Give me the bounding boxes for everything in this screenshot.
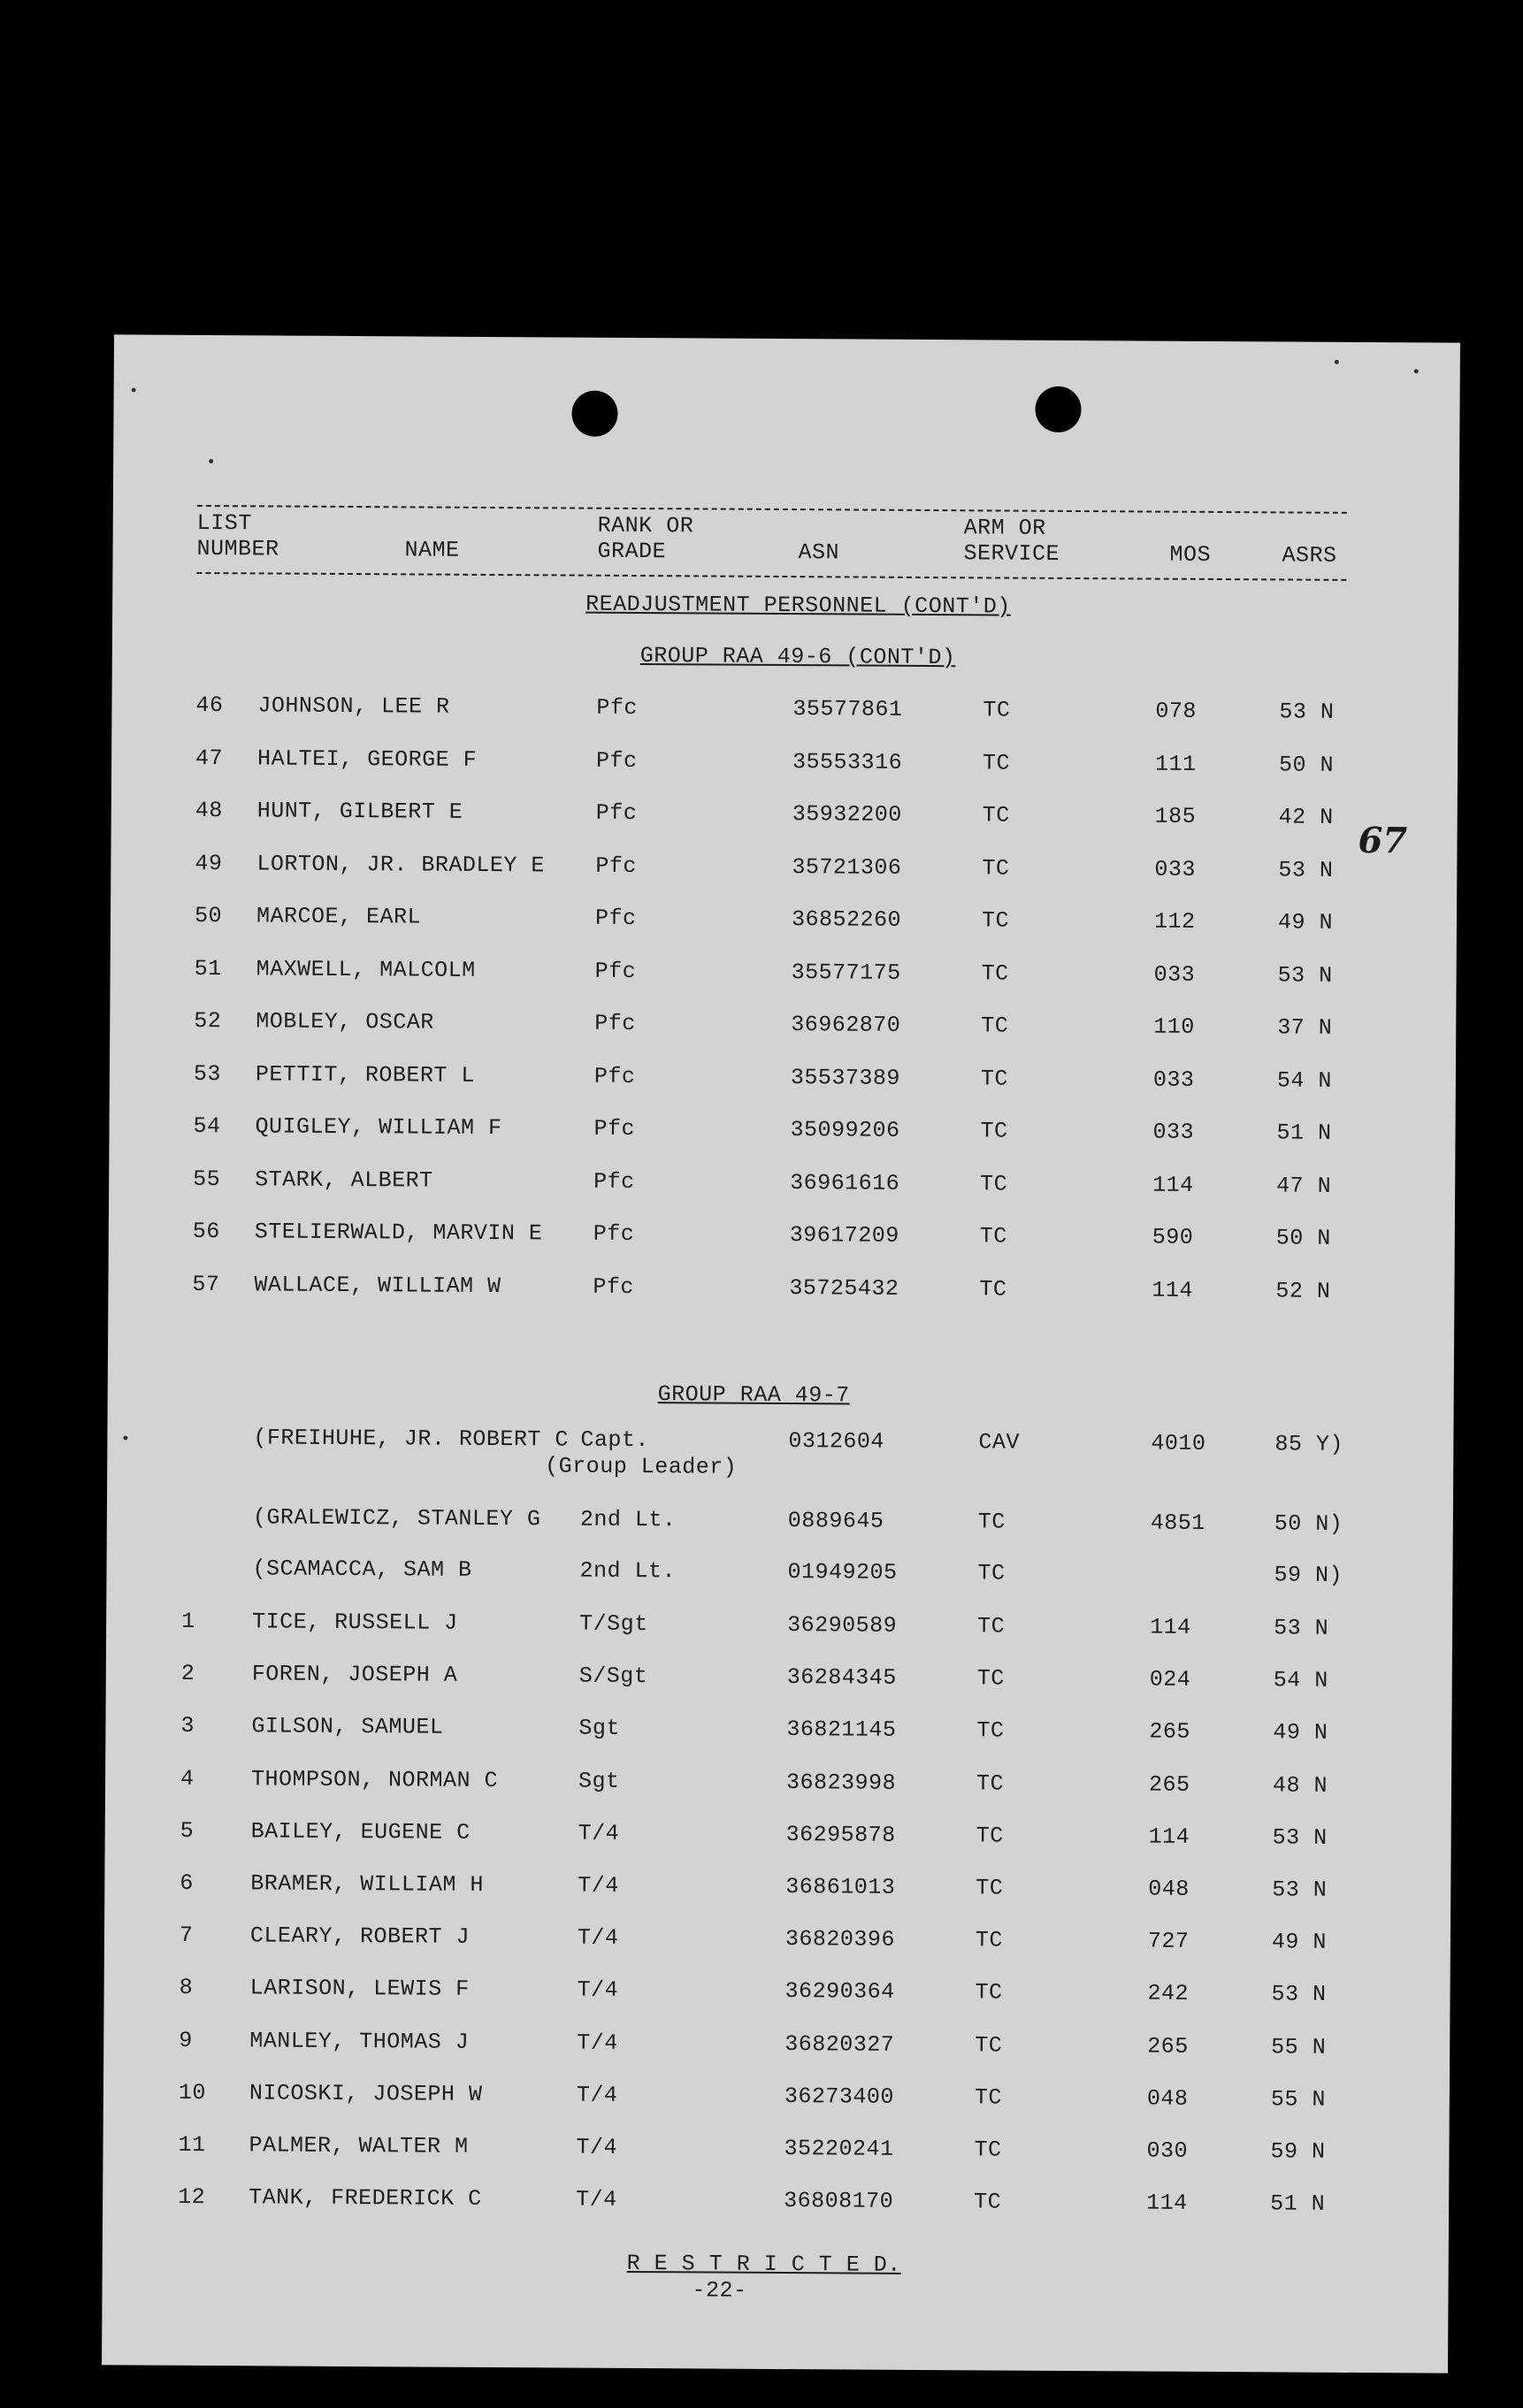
cell-mos: 111 xyxy=(1154,751,1197,777)
cell-asrs: 52 N xyxy=(1275,1277,1331,1304)
cell-asn: 35932200 xyxy=(792,801,902,828)
header-name: NAME xyxy=(404,537,460,563)
cell-name: STARK, ALBERT xyxy=(255,1166,433,1194)
cell-grade: T/4 xyxy=(577,2030,618,2056)
cell-asn: 01949205 xyxy=(787,1559,898,1586)
cell-no: 49 xyxy=(195,850,223,876)
cell-asrs: 85 Y) xyxy=(1274,1431,1343,1457)
cell-arm: TC xyxy=(974,2189,1002,2215)
cell-mos: 114 xyxy=(1152,1172,1194,1198)
cell-asn: 36852260 xyxy=(791,906,902,933)
cell-no: 56 xyxy=(192,1218,220,1245)
cell-grade: Pfc xyxy=(596,694,639,721)
cell-mos: 114 xyxy=(1148,1823,1190,1850)
header-grade: GRADE xyxy=(597,538,667,565)
cell-asrs: 49 N xyxy=(1273,1719,1328,1747)
cell-name: (SCAMACCA, SAM B xyxy=(252,1556,472,1583)
cell-arm: TC xyxy=(979,1223,1007,1250)
cell-no: 7 xyxy=(179,1923,194,1949)
cell-grade: Capt. xyxy=(580,1426,650,1454)
cell-name: MARCOE, EARL xyxy=(256,903,422,930)
speck xyxy=(132,387,136,392)
cell-no: 53 xyxy=(193,1060,222,1087)
cell-asrs: 42 N xyxy=(1278,804,1334,830)
cell-name: WALLACE, WILLIAM W xyxy=(254,1271,501,1299)
cell-mos: 114 xyxy=(1150,1614,1191,1640)
cell-grade: T/4 xyxy=(576,2082,618,2108)
cell-asn: 36823998 xyxy=(785,1769,897,1796)
cell-grade: Pfc xyxy=(594,905,637,931)
cell-grade: T/Sgt xyxy=(579,1610,648,1638)
cell-mos: 114 xyxy=(1152,1277,1194,1303)
cell-arm: TC xyxy=(975,1927,1004,1953)
restricted-marking: R E S T R I C T E D. xyxy=(626,2250,901,2278)
cell-name: PETTIT, ROBERT L xyxy=(255,1060,476,1089)
cell-arm: TC xyxy=(980,1065,1009,1092)
header-number: NUMBER xyxy=(196,535,279,562)
group-title: GROUP RAA 49-7 xyxy=(657,1381,850,1409)
cell-asrs: 59 N) xyxy=(1274,1562,1343,1588)
cell-asn: 35553316 xyxy=(792,748,903,776)
cell-asn: 36821145 xyxy=(786,1716,897,1744)
cell-asrs: 47 N xyxy=(1276,1172,1332,1199)
cell-asn: 36961616 xyxy=(790,1169,900,1196)
cell-arm: TC xyxy=(977,1613,1006,1640)
header-arm: ARM OR xyxy=(963,515,1046,541)
cell-asrs: 50 N xyxy=(1278,751,1335,778)
cell-grade: T/4 xyxy=(578,1872,619,1899)
cell-name: (GRALEWICZ, STANLEY G xyxy=(252,1504,541,1533)
cell-asrs: 55 N xyxy=(1270,2086,1326,2113)
cell-no: 4 xyxy=(180,1765,195,1792)
punch-hole xyxy=(571,391,617,437)
cell-name: JOHNSON, LEE R xyxy=(257,692,450,720)
cell-asrs: 50 N xyxy=(1275,1225,1331,1251)
cell-asn: 0312604 xyxy=(788,1428,885,1455)
cell-asrs: 51 N xyxy=(1270,2190,1326,2217)
cell-asrs: 59 N xyxy=(1270,2138,1326,2165)
cell-asn: 36290589 xyxy=(787,1612,898,1639)
punch-hole xyxy=(1035,386,1081,432)
cell-asn: 39617209 xyxy=(789,1222,899,1249)
cell-mos: 033 xyxy=(1153,961,1196,988)
cell-name: CLEARY, ROBERT J xyxy=(249,1923,471,1951)
cell-mos: 033 xyxy=(1154,856,1196,883)
cell-asrs: 50 N) xyxy=(1274,1510,1343,1537)
cell-no: 46 xyxy=(195,692,224,719)
cell-mos: 265 xyxy=(1147,2033,1189,2060)
cell-asrs: 51 N xyxy=(1276,1120,1332,1146)
cell-grade: Pfc xyxy=(593,1220,635,1247)
cell-arm: TC xyxy=(979,1275,1007,1303)
cell-name: BRAMER, WILLIAM H xyxy=(250,1870,484,1898)
cell-name: TICE, RUSSELL J xyxy=(252,1609,458,1636)
cell-mos: 727 xyxy=(1147,1928,1190,1955)
cell-asrs: 49 N xyxy=(1277,909,1334,936)
speck xyxy=(123,1435,127,1440)
cell-mos: 030 xyxy=(1146,2137,1189,2164)
cell-name: TANK, FREDERICK C xyxy=(249,2184,482,2213)
cell-asn: 36820327 xyxy=(784,2030,895,2058)
cell-mos: 033 xyxy=(1152,1066,1195,1093)
cell-arm: TC xyxy=(975,2031,1003,2059)
cell-name: LORTON, JR. BRADLEY E xyxy=(256,850,546,878)
cell-mos: 265 xyxy=(1149,1718,1190,1746)
cell-grade: Pfc xyxy=(595,799,638,826)
cell-asn: 36820396 xyxy=(784,1926,896,1953)
cell-no: 3 xyxy=(180,1713,195,1739)
cell-asn: 35099206 xyxy=(790,1117,900,1143)
cell-grade: T/4 xyxy=(576,2134,618,2160)
cell-asrs: 49 N xyxy=(1271,1929,1328,1955)
cell-name: FOREN, JOSEPH A xyxy=(251,1661,458,1688)
cell-mos: 110 xyxy=(1153,1013,1195,1040)
cell-asn: 36962870 xyxy=(791,1012,901,1038)
cell-no: 10 xyxy=(178,2079,206,2106)
cell-asrs: 54 N xyxy=(1273,1667,1328,1693)
cell-mos: 078 xyxy=(1155,698,1198,724)
cell-name: PALMER, WALTER M xyxy=(249,2132,469,2160)
cell-arm: TC xyxy=(976,1823,1004,1849)
cell-grade: T/4 xyxy=(576,2186,617,2213)
speck xyxy=(1335,360,1339,364)
cell-grade: Pfc xyxy=(596,747,638,774)
cell-asrs: 37 N xyxy=(1277,1014,1333,1041)
header-asn: ASN xyxy=(798,539,840,566)
cell-asn: 35577861 xyxy=(792,696,903,722)
speck xyxy=(1414,369,1419,373)
page-number: -22- xyxy=(692,2277,747,2304)
cell-no: 48 xyxy=(195,797,223,824)
cell-mos: 024 xyxy=(1149,1666,1191,1693)
cell-asrs: 53 N xyxy=(1279,699,1335,725)
cell-arm: TC xyxy=(976,1717,1005,1744)
cell-name: MANLEY, THOMAS J xyxy=(249,2027,470,2055)
cell-arm: TC xyxy=(976,1665,1005,1692)
cell-arm: TC xyxy=(977,1509,1006,1535)
cell-asn: 36295878 xyxy=(785,1821,896,1848)
cell-asn: 35725432 xyxy=(789,1274,899,1302)
cell-name: THOMPSON, NORMAN C xyxy=(250,1765,499,1793)
header-rank: RANK OR xyxy=(597,512,694,539)
cell-no: 2 xyxy=(180,1661,195,1687)
cell-name: NICOSKI, JOSEPH W xyxy=(249,2080,483,2107)
cell-mos: 114 xyxy=(1146,2190,1188,2217)
cell-name: MOBLEY, OSCAR xyxy=(256,1008,434,1036)
cell-arm: TC xyxy=(983,749,1011,776)
header-mos: MOS xyxy=(1169,541,1212,568)
cell-asn: 35577175 xyxy=(791,959,901,986)
cell-name: MAXWELL, MALCOLM xyxy=(256,955,476,983)
cell-arm: TC xyxy=(981,959,1009,987)
cell-mos: 185 xyxy=(1154,803,1197,829)
cell-asrs: 53 N xyxy=(1274,1615,1329,1641)
cell-asn: 36808170 xyxy=(784,2188,894,2214)
cell-grade: T/4 xyxy=(577,1924,619,1952)
cell-no: 54 xyxy=(193,1112,221,1140)
speck xyxy=(209,459,213,463)
cell-no: 9 xyxy=(179,2027,193,2053)
cell-arm: TC xyxy=(977,1560,1006,1586)
cell-name: LARISON, LEWIS F xyxy=(249,1975,470,2003)
cell-no: 6 xyxy=(180,1869,194,1896)
cell-asrs: 53 N xyxy=(1272,1877,1328,1903)
cell-no: 47 xyxy=(195,745,224,771)
cell-asn: 35537389 xyxy=(790,1064,901,1091)
cell-arm: TC xyxy=(980,1118,1008,1144)
cell-asn: 36273400 xyxy=(784,2083,894,2110)
cell-arm: TC xyxy=(976,1770,1005,1797)
cell-name: STELIERWALD, MARVIN E xyxy=(254,1219,543,1247)
cell-no: 52 xyxy=(194,1007,222,1035)
cell-grade: Pfc xyxy=(593,1115,636,1142)
cell-arm: TC xyxy=(981,907,1010,934)
cell-mos: 048 xyxy=(1146,2085,1189,2112)
cell-asn: 35220241 xyxy=(784,2136,894,2162)
cell-mos: 112 xyxy=(1153,908,1196,935)
cell-asn: 35721306 xyxy=(792,853,902,881)
cell-mos: 033 xyxy=(1152,1119,1195,1145)
cell-no: 12 xyxy=(178,2184,206,2211)
cell-grade: 2nd Lt. xyxy=(579,1557,677,1585)
cell-mos: 242 xyxy=(1147,1980,1190,2007)
cell-mos: 4851 xyxy=(1150,1510,1205,1536)
cell-arm: CAV xyxy=(978,1429,1020,1456)
cell-arm: TC xyxy=(974,2084,1002,2111)
cell-mos: 048 xyxy=(1148,1876,1190,1902)
cell-arm: TC xyxy=(982,854,1010,882)
cell-no: 1 xyxy=(181,1608,195,1634)
section-title: READJUSTMENT PERSONNEL (CONT'D) xyxy=(585,591,1011,620)
cell-asrs: 48 N xyxy=(1272,1771,1328,1799)
cell-mos: 590 xyxy=(1152,1224,1194,1250)
cell-no: 51 xyxy=(194,955,222,982)
cell-name: HALTEI, GEORGE F xyxy=(257,745,478,773)
side-page-number: 67 xyxy=(1358,819,1408,862)
cell-name: HUNT, GILBERT E xyxy=(256,798,463,825)
cell-no: 11 xyxy=(178,2131,206,2159)
cell-no: 55 xyxy=(193,1166,221,1192)
cell-name: GILSON, SAMUEL xyxy=(251,1713,444,1741)
cell-arm: TC xyxy=(975,1979,1003,2006)
cell-no: 57 xyxy=(192,1271,220,1297)
cell-grade: Pfc xyxy=(593,1168,635,1195)
cell-name: (FREIHUHE, JR. ROBERT C xyxy=(253,1425,570,1453)
cell-no: 8 xyxy=(179,1975,194,2001)
cell-asn: 36284345 xyxy=(786,1664,897,1691)
cell-mos: 265 xyxy=(1148,1771,1190,1798)
cell-asn: 0889645 xyxy=(787,1508,884,1534)
cell-grade: Pfc xyxy=(595,852,637,879)
group-leader-note: (Group Leader) xyxy=(545,1453,738,1480)
cell-grade: Sgt xyxy=(578,1716,621,1742)
cell-asrs: 53 N xyxy=(1278,856,1334,883)
cell-grade: Sgt xyxy=(578,1768,620,1794)
cell-asn: 36290364 xyxy=(784,1978,895,2006)
cell-grade: Pfc xyxy=(593,1273,635,1300)
header-asrs: ASRS xyxy=(1282,542,1337,569)
cell-arm: TC xyxy=(983,697,1011,723)
cell-no: 50 xyxy=(194,902,223,929)
group-title: GROUP RAA 49-6 (CONT'D) xyxy=(639,643,956,671)
cell-arm: TC xyxy=(976,1875,1004,1901)
header-list: LIST xyxy=(196,509,252,537)
cell-arm: TC xyxy=(974,2137,1002,2163)
cell-grade: T/4 xyxy=(578,1820,620,1846)
header-service: SERVICE xyxy=(963,540,1060,567)
cell-name: QUIGLEY, WILLIAM F xyxy=(255,1113,502,1142)
cell-arm: TC xyxy=(982,802,1010,829)
cell-grade: S/Sgt xyxy=(578,1663,648,1690)
cell-grade: Pfc xyxy=(594,958,637,984)
cell-asrs: 55 N xyxy=(1271,2033,1327,2060)
cell-asrs: 53 N xyxy=(1272,1824,1328,1851)
document-page xyxy=(102,334,1460,2373)
cell-grade: Pfc xyxy=(593,1063,636,1089)
cell-grade: Pfc xyxy=(594,1010,636,1036)
cell-asrs: 53 N xyxy=(1277,961,1333,989)
cell-grade: 2nd Lt. xyxy=(579,1506,677,1533)
cell-name: BAILEY, EUGENE C xyxy=(250,1818,471,1846)
cell-arm: TC xyxy=(980,1170,1008,1197)
cell-asrs: 54 N xyxy=(1276,1066,1333,1094)
cell-asrs: 53 N xyxy=(1271,1981,1327,2008)
cell-arm: TC xyxy=(981,1013,1009,1039)
cell-mos: 4010 xyxy=(1151,1430,1206,1456)
cell-no: 5 xyxy=(180,1817,195,1844)
cell-grade: T/4 xyxy=(577,1976,619,2004)
cell-asn: 36861013 xyxy=(785,1874,896,1900)
